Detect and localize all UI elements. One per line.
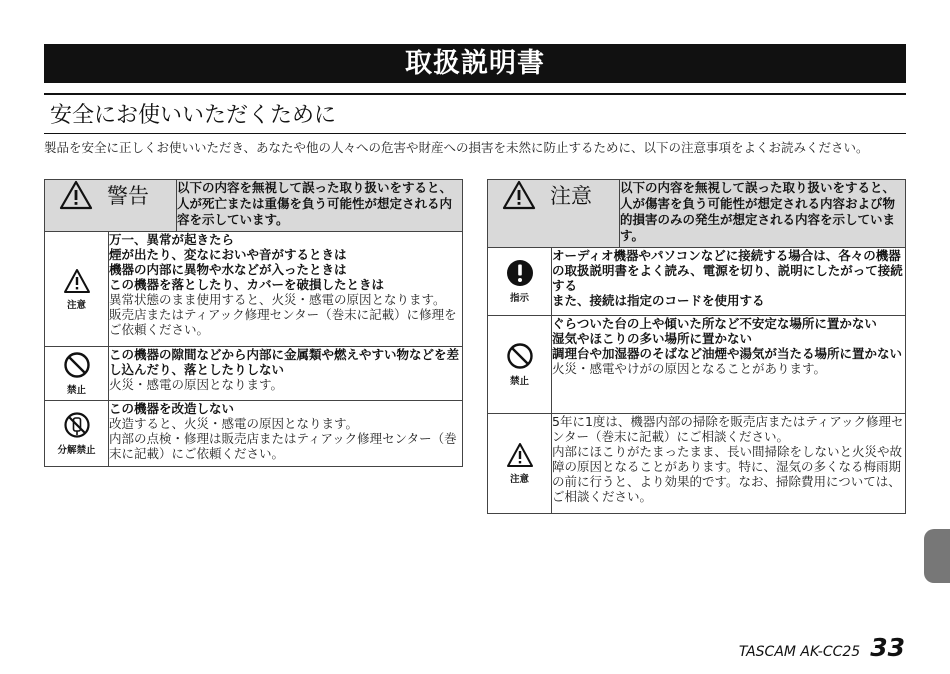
caution-row — [488, 414, 906, 514]
divider — [44, 133, 906, 134]
row-text: 火災・感電やけがの原因となることがあります。 — [552, 361, 827, 376]
icon-label: 注意 — [509, 474, 529, 485]
warning-title: 警告 — [107, 184, 149, 208]
row-text: 調理台や加湿器のそばなど油煙や湯気が当たる場所に置かない — [552, 346, 903, 361]
divider — [44, 93, 906, 95]
row-text: 5年に1度は、機器内部の掃除を販売店またはティアック修理センター（巻末に記載）にご相談ください。 — [552, 414, 904, 444]
warning-row — [45, 232, 463, 347]
footer-brand: TASCAM AK-CC25 — [738, 644, 861, 660]
row-text: この機器を改造しない — [109, 401, 235, 416]
row-text: 内部にほこりがたまったまま、長い間掃除をしないと火災や故障の原因となることがあります。特に、湿気の多くなる梅雨期の前に行うと、より効果的です。なお、掃除費用については、ご相談ください。 — [552, 444, 903, 504]
warning-row — [45, 401, 463, 467]
row-text: オーディオ機器やパソコンなどに接続する場合は、各々の機器の取扱説明書をよく読み、電源を切り、説明にしたがって接続する — [552, 248, 903, 293]
icon-label: 注意 — [66, 299, 86, 311]
caution-triangle-icon — [63, 268, 91, 294]
no-disassembly-icon — [63, 411, 91, 439]
caution-table — [487, 179, 906, 514]
row-text: 万一、異常が起きたら — [109, 232, 235, 247]
warning-triangle-icon — [59, 180, 93, 210]
icon-label: 禁止 — [66, 385, 86, 396]
section-thumb-tab — [924, 529, 950, 583]
mandatory-icon — [506, 259, 534, 287]
row-text: この機器の隙間などから内部に金属類や燃えやすい物などを差し込んだり、落としたりしない — [109, 347, 460, 377]
page-footer — [739, 633, 905, 662]
row-text: 機器の内部に異物や水などが入ったときは — [109, 262, 347, 277]
row-text: 湿気やほこりの多い場所に置かない — [552, 331, 753, 346]
page-number: 33 — [870, 633, 905, 662]
row-text: 火災・感電の原因となります。 — [109, 377, 284, 392]
row-text: 改造すると、火災・感電の原因となります。 — [109, 416, 359, 431]
warning-table — [44, 179, 463, 467]
warning-row — [45, 347, 463, 401]
row-text: また、接続は指定のコードを使用する — [552, 293, 765, 308]
row-text: 異常状態のまま使用すると、火災・感電の原因となります。 — [109, 292, 446, 307]
manual-title-banner: 取扱説明書 — [44, 44, 906, 83]
prohibited-icon — [506, 342, 534, 370]
caution-row — [488, 248, 906, 316]
prohibited-icon — [63, 351, 91, 379]
row-text: 内部の点検・修理は販売店またはティアック修理センター（巻末に記載）にご依頼ください。 — [109, 431, 457, 461]
caution-header-text: 以下の内容を無視して誤った取り扱いをすると、人が傷害を負う可能性が想定される内容および物的損害のみの発生が想定される内容を示しています。 — [620, 180, 906, 248]
row-text: この機器を落としたり、カバーを破損したときは — [109, 277, 385, 292]
section-title: 安全にお使いいただくために — [50, 103, 337, 128]
intro-paragraph: 製品を安全に正しくお使いいただき、あなたや他の人々への危害や財産への損害を未然に防止するために、以下の注意事項をよくお読みください。 — [44, 140, 869, 155]
caution-title: 注意 — [550, 184, 592, 208]
row-text: ぐらついた台の上や傾いた所など不安定な場所に置かない — [552, 316, 877, 331]
icon-label: 分解禁止 — [57, 445, 96, 456]
icon-label: 禁止 — [509, 376, 529, 387]
warning-header-text: 以下の内容を無視して誤った取り扱いをすると、人が死亡または重傷を負う可能性が想定される内容を示しています。 — [177, 180, 463, 232]
caution-triangle-icon — [506, 442, 534, 468]
caution-header — [488, 180, 906, 248]
warning-header — [45, 180, 463, 232]
warning-triangle-icon — [502, 180, 536, 210]
row-text: 煙が出たり、変なにおいや音がするときは — [109, 247, 347, 262]
icon-label: 指示 — [509, 293, 529, 304]
row-text: 販売店またはティアック修理センター（巻末に記載）に修理をご依頼ください。 — [109, 307, 457, 337]
caution-row — [488, 316, 906, 414]
